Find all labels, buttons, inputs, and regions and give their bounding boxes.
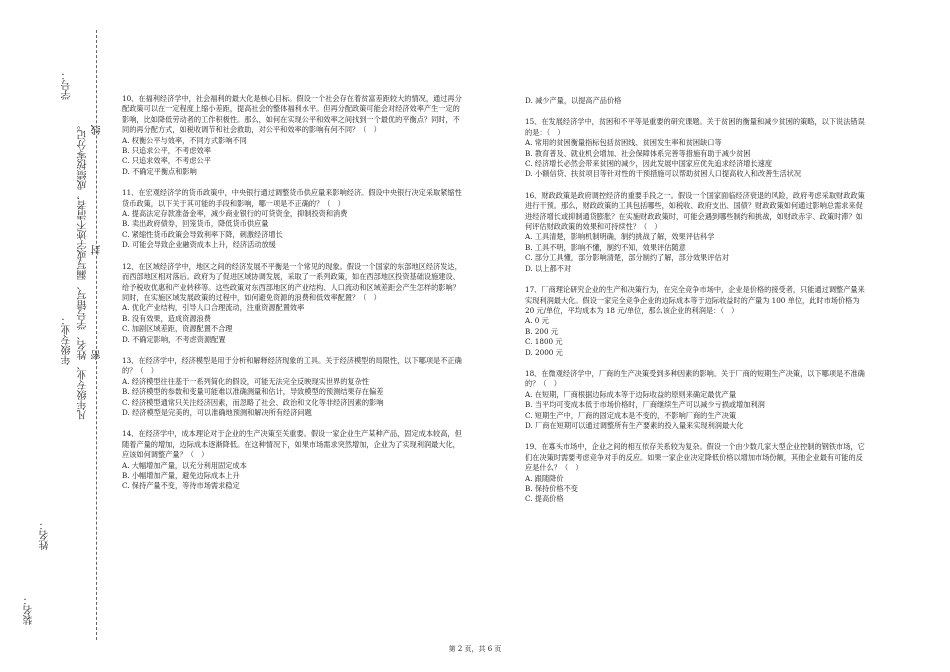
question-17 [525,285,865,358]
option-c[interactable]: C. 经济模型通常只关注经济因素，而忽略了社会、政治和文化等非经济因素的影响 [122,397,384,407]
question-10 [122,94,462,177]
right-question-column [525,96,865,516]
binding-dashed-line [96,30,97,640]
option-a[interactable]: A. 在短期，厂商根据边际成本等于边际收益的原则来确定最优产量 [525,389,737,399]
option-d[interactable]: D. 经济模型是完美的，可以准确地预测和解决所有经济问题 [122,407,312,417]
page-footer: 第 2 页，共 6 页 [448,645,502,653]
option-d[interactable]: D. 2000 元 [525,347,563,357]
bottom-name-label: 装名： [24,595,35,625]
option-b[interactable]: B. 卖出政府债券，回笼货币，降低货币供应量 [122,219,269,229]
option-d[interactable]: D. 减少产量，以提高产品价格 [525,96,622,105]
option-d[interactable]: D. 不确定平衡点和影响 [122,166,197,176]
option-b[interactable]: B. 经济模型的参数和变量可能难以准确测量和估计，导致模型的预测结果存在偏差 [122,387,384,397]
option-c[interactable]: C. 保持产量不变，等待市场需求稳定 [122,481,240,491]
option-a[interactable]: A. 大幅增加产量，以充分利用固定成本 [122,460,247,470]
question-15 [525,117,865,179]
option-c[interactable]: C. 加剧区域差距，资源配置不合理 [122,324,233,334]
question-16 [525,191,865,274]
question-stem: 15、在发展经济学中，贫困和不平等是重要的研究课题。关于贫困的衡量和减少贫困的策略，以下说法错误的是：（ ） [525,117,865,137]
option-c[interactable]: C. 只追求效率，不考虑公平 [122,156,211,166]
option-c[interactable]: C. 提高价格 [525,494,564,504]
option-d[interactable]: D. 可能会导致企业融资成本上升，经济活动放缓 [122,240,276,250]
option-c[interactable]: C. 部分工具懂，部分影响清楚，部分制约了解，部分效果评估对 [525,253,729,263]
question-stem: 16、财政政策是政府调控经济的重要手段之一。假设一个国家面临经济衰退的风险，政府考虑采取财政政策进行干预。那么，财政政策的工具包括哪些，如税收、政府支出、国债？财政政策如何通过影响总需求来促进经济增长或抑制通货膨胀？在实施财政政策时，可能会遇到哪些制约和挑战，如财政赤字、政策时滞？如何评估财政政策的效果和可持续性？（ ） [525,190,865,232]
question-stem: 11、在宏观经济学的货币政策中，中央银行通过调整货币供应量来影响经济。假设中央银行决定采取紧缩性货币政策，以下关于其可能的手段和影响，哪一项是不正确的？（ ） [122,188,462,208]
option-a[interactable]: A. 工具清楚，影响机制明确，制约挑战了解，效果评估科学 [525,232,715,242]
option-a[interactable]: A. 优化产业结构，引导人口合理流动，注重资源配置效率 [122,303,305,313]
question-stem: 10、在福利经济学中，社会福利的最大化是核心目标。假设一个社会存在着贫富差距较大的情况，通过再分配政策可以在一定程度上缩小差距，提高社会的整体福利水平。但再分配政策可能会对经济效率产生一定的影响，比如降低劳动者的工作积极性。那么，如何在实现公平和效率之间找到一个最优的平衡点？同时，不同的再分配方式，如税收调节和社会救助，对公平和效率的影响有何不同？（ ） [122,94,462,135]
option-a[interactable]: A. 常用的贫困衡量指标包括贫困线、贫困发生率和贫困缺口等 [525,138,722,148]
question-stem: 18、在微观经济学中，厂商的生产决策受到多种因素的影响。关于厂商的短期生产决策，以下哪项是不准确的？（ ） [525,368,865,389]
option-b[interactable]: B. 200 元 [525,326,559,336]
seal-xian: 线 [92,125,103,135]
question-14-continued [525,96,865,106]
grade-major-label: 年级专业： [62,315,73,365]
question-stem: 19、在寡头市场中，企业之间的相互依存关系较为复杂。假设一个由少数几家大型企业控制的钢铁市场，它们在决策时需要考虑竞争对手的反应。如果一家企业决定降低价格以增加市场份额，其他企业最有可能的反应是什么？（ ） [525,442,865,473]
option-a[interactable]: A. 提高法定存款准备金率，减少商业银行的可贷资金，抑制投资和消费 [122,209,348,219]
seal-mi: 密 [92,350,103,360]
option-c[interactable]: C. 短期生产中，厂商的固定成本是不变的，不影响厂商的生产决策 [525,410,737,420]
question-14 [122,429,462,491]
question-stem: 12、在区域经济学中，地区之间的经济发展不平衡是一个常见的现象。假设一个国家的东部地区经济发达，而西部地区相对落后。政府为了促进区域协调发展，采取了一系列政策，如在西部地区投资基础设施建设、给予税收优惠和产业转移等。这些政策对东西部地区的产业结构、人口流动和区域差距会产生怎样的影响？同时，在实施区域发展政策的过程中，如何避免资源的浪费和低效率配置？（ ） [122,261,462,302]
option-a[interactable]: A. 0 元 [525,316,549,326]
student-id-label: 学号： [62,70,73,100]
option-d[interactable]: D. 以上都不对 [525,263,572,273]
option-d[interactable]: D. 小额信贷、扶贫项目等针对性的干预措施可以帮助贫困人口提高收入和改善生活状况 [525,169,802,179]
option-d[interactable]: D. 不确定影响，不考虑资源配置 [122,334,226,344]
seal-feng: 封 [92,245,103,255]
binding-warning-note: 凡年级专业、姓名、学号错写、漏写或字迹不清者，成绩按零分记。 [78,120,89,420]
question-stem: 13、在经济学中，经济模型是用于分析和解释经济现象的工具。关于经济模型的局限性，以下哪项是不正确的？（ ） [122,355,462,376]
question-12 [122,262,462,345]
option-b[interactable]: B. 保持价格不变 [525,484,578,493]
option-b[interactable]: B. 当平均可变成本低于市场价格时，厂商继续生产可以减少亏损或增加利润 [525,400,765,410]
option-a[interactable]: A. 权衡公平与效率，不同方式影响不同 [122,135,247,145]
option-a[interactable]: A. 跟随降价 [525,473,564,483]
option-c[interactable]: C. 紧缩性货币政策会导致利率下降，刺激经济增长 [122,229,283,239]
question-stem: 17、厂商理论研究企业的生产和决策行为，在完全竞争市场中，企业是价格的接受者，只能通过调整产量来实现利润最大化。假设一家完全竞争企业的边际成本等于边际收益时的产量为 100 单位，此时市场价格为 20 元/单位，平均成本为 18 元/单位，那么该企业的利润是：（ ） [525,285,865,315]
option-d[interactable]: D. 厂商在短期可以通过调整所有生产要素的投入量来实现利润最大化 [525,420,744,430]
option-b[interactable]: B. 没有效果，造成资源浪费 [122,313,211,323]
option-b[interactable]: B. 工具不明，影响不懂，制约不知，效果评估随意 [525,242,686,252]
question-19 [525,442,865,504]
question-13 [122,356,462,418]
option-c[interactable]: C. 经济增长必然会带来贫困的减少，因此发展中国家应优先追求经济增长速度 [525,159,773,169]
left-question-column [122,94,462,503]
name-label: 姓名： [40,520,51,550]
option-b[interactable]: B. 小幅增加产量，避免边际成本上升 [122,471,240,480]
option-c[interactable]: C. 1800 元 [525,337,563,347]
question-stem: 14、在经济学中，成本理论对于企业的生产决策至关重要。假设一家企业生产某种产品，固定成本较高，但随着产量的增加，边际成本逐渐降低。在这种情况下，如果市场需求突然增加，企业为了实现利润最大化，应该如何调整产量？（ ） [122,429,462,460]
option-b[interactable]: B. 只追求公平，不考虑效率 [122,146,211,156]
question-11 [122,188,462,250]
question-18 [525,369,865,431]
option-a[interactable]: A. 经济模型往往基于一系列简化的假设，可能无法完全反映现实世界的复杂性 [122,376,369,386]
option-b[interactable]: B. 教育普及、就业机会增加、社会保障体系完善等措施有助于减少贫困 [525,148,751,158]
